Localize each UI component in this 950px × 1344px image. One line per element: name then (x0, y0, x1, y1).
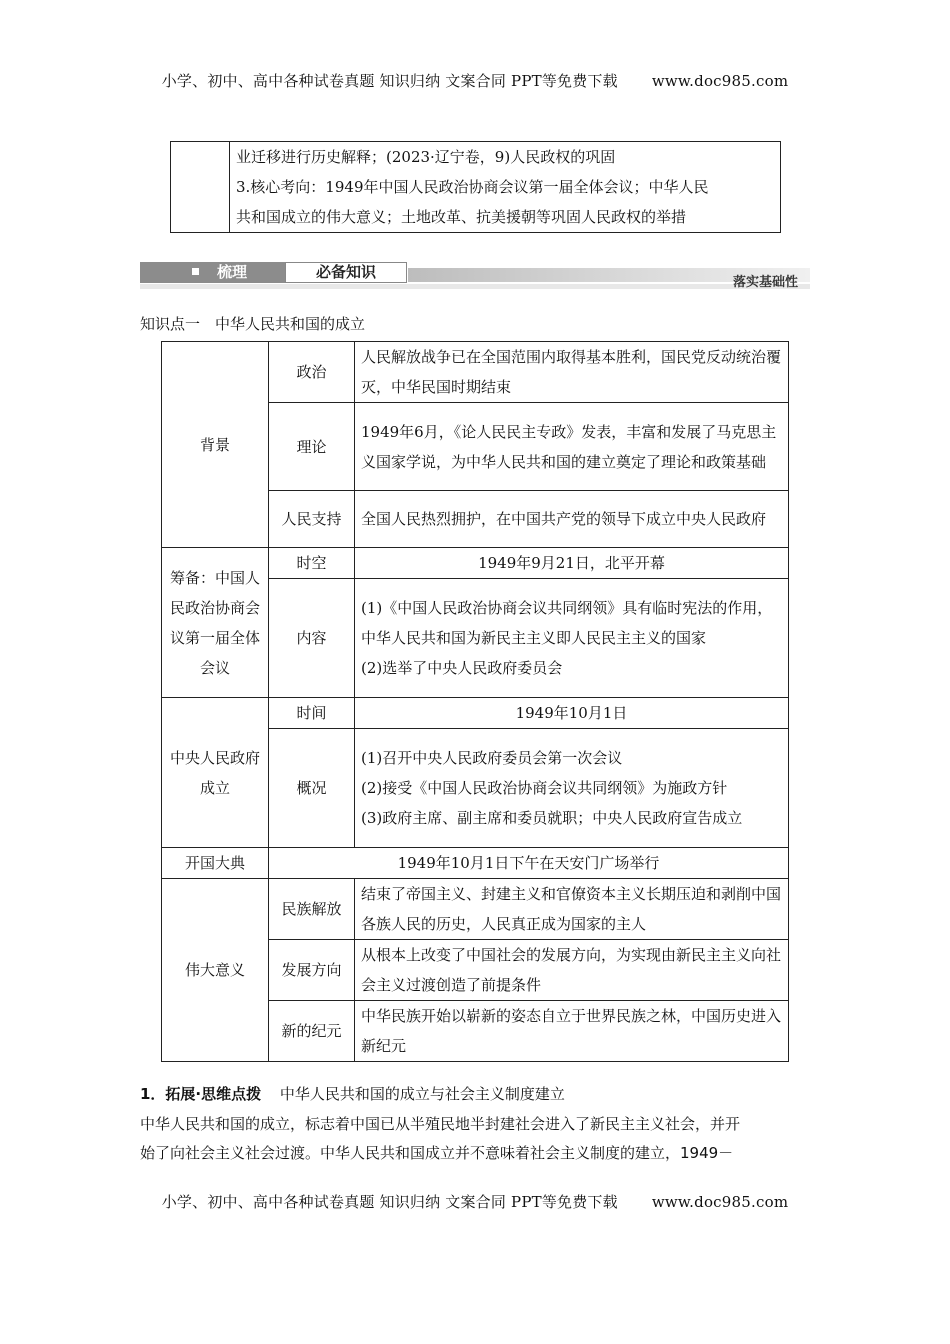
top-line-3: 共和国成立的伟大意义；土地改革、抗美援朝等巩固人民政权的举措 (236, 208, 687, 226)
cell-minzu: 民族解放 (269, 879, 355, 940)
expand-label: 1．拓展·思维点拨 (140, 1085, 262, 1103)
top-line-2: 3.核心考向：1949年中国人民政治协商会议第一届全体会议；中华人民 (236, 178, 709, 196)
row-head-zhongyang: 中央人民政府成立 (162, 698, 269, 848)
gaikuang-item-3: (3)政府主席、副主席和委员就职；中央人民政府宣告成立 (361, 809, 743, 827)
cell-zhengzhi: 政治 (269, 342, 355, 403)
cell-shikong: 时空 (269, 548, 355, 579)
gaikuang-item-2: (2)接受《中国人民政治协商会议共同纲领》为施政方针 (361, 779, 728, 797)
top-table-content (230, 142, 781, 233)
top-table (170, 141, 781, 233)
header-url[interactable]: www.doc985.com (651, 72, 789, 90)
footer-url[interactable]: www.doc985.com (651, 1193, 789, 1211)
cell-minzu-text: 结束了帝国主义、封建主义和官僚资本主义长期压迫和剥削中国各族人民的历史，人民真正成为国家的主人 (355, 879, 789, 940)
row-head-yiyi: 伟大意义 (162, 879, 269, 1062)
footer-text: 小学、初中、高中各种试卷真题 知识归纳 文案合同 PPT等免费下载 (161, 1193, 618, 1211)
cell-lilun-text: 1949年6月，《论人民民主专政》发表，丰富和发展了马克思主义国家学说，为中华人民共和国的建立奠定了理论和政策基础 (355, 403, 789, 491)
cell-shijian-text: 1949年10月1日 (355, 698, 789, 729)
cell-kaiguo-text: 1949年10月1日下午在天安门广场举行 (269, 848, 789, 879)
expand-line-1: 中华人民共和国的成立，标志着中国已从半殖民地半封建社会进入了新民主主义社会，并开 (140, 1115, 741, 1133)
cell-zhengzhi-text: 人民解放战争已在全国范围内取得基本胜利，国民党反动统治覆灭，中华民国时期结束 (355, 342, 789, 403)
header-text: 小学、初中、高中各种试卷真题 知识归纳 文案合同 PPT等免费下载 (161, 72, 618, 90)
neirong-item-2: (2)选举了中央人民政府委员会 (361, 659, 563, 677)
cell-fazhan: 发展方向 (269, 940, 355, 1001)
row-head-beijing: 背景 (162, 342, 269, 548)
table-row (162, 848, 789, 879)
top-table-blank-cell (171, 142, 230, 233)
page-footer (0, 1191, 950, 1212)
banner-left-label: 梳理 (217, 263, 248, 281)
gaikuang-item-1: (1)召开中央人民政府委员会第一次会议 (361, 749, 623, 767)
cell-shikong-text: 1949年9月21日，北平开幕 (355, 548, 789, 579)
cell-jiyuan: 新的纪元 (269, 1001, 355, 1062)
expand-title: 中华人民共和国的成立与社会主义制度建立 (279, 1085, 565, 1103)
banner-dark-bar (140, 262, 286, 283)
cell-renmin-text: 全国人民热烈拥护，在中国共产党的领导下成立中央人民政府 (355, 491, 789, 548)
cell-shijian: 时间 (269, 698, 355, 729)
page-header (0, 70, 950, 91)
table-row (162, 548, 789, 579)
banner-square-icon (192, 268, 199, 275)
row-head-choubei: 筹备：中国人民政治协商会议第一届全体会议 (162, 548, 269, 698)
expand-line-2: 始了向社会主义社会过渡。中华人民共和国成立并不意味着社会主义制度的建立，1949－ (140, 1144, 734, 1162)
neirong-item-1: (1)《中国人民政治协商会议共同纲领》具有临时宪法的作用，中华人民共和国为新民主主义即人民民主主义的国家 (361, 599, 773, 647)
section-banner (140, 262, 810, 288)
knowledge-table (161, 341, 789, 1062)
banner-underline (140, 284, 810, 289)
cell-neirong: 内容 (269, 579, 355, 698)
cell-gaikuang-text (355, 729, 789, 848)
table-row (162, 342, 789, 403)
row-head-kaiguo: 开国大典 (162, 848, 269, 879)
top-line-1: 业迁移进行历史解释；(2023·辽宁卷，9)人民政权的巩固 (236, 148, 616, 166)
banner-box-label: 必备知识 (285, 262, 407, 283)
expand-heading (140, 1083, 565, 1104)
cell-renmin: 人民支持 (269, 491, 355, 548)
cell-jiyuan-text: 中华民族开始以崭新的姿态自立于世界民族之林，中国历史进入新纪元 (355, 1001, 789, 1062)
cell-neirong-text (355, 579, 789, 698)
cell-gaikuang: 概况 (269, 729, 355, 848)
cell-fazhan-text: 从根本上改变了中国社会的发展方向，为实现由新民主主义向社会主义过渡创造了前提条件 (355, 940, 789, 1001)
section-title: 知识点一 中华人民共和国的成立 (140, 315, 366, 333)
table-row (162, 698, 789, 729)
cell-lilun: 理论 (269, 403, 355, 491)
table-row (162, 879, 789, 940)
banner-right-label: 落实基础性 (732, 275, 798, 290)
